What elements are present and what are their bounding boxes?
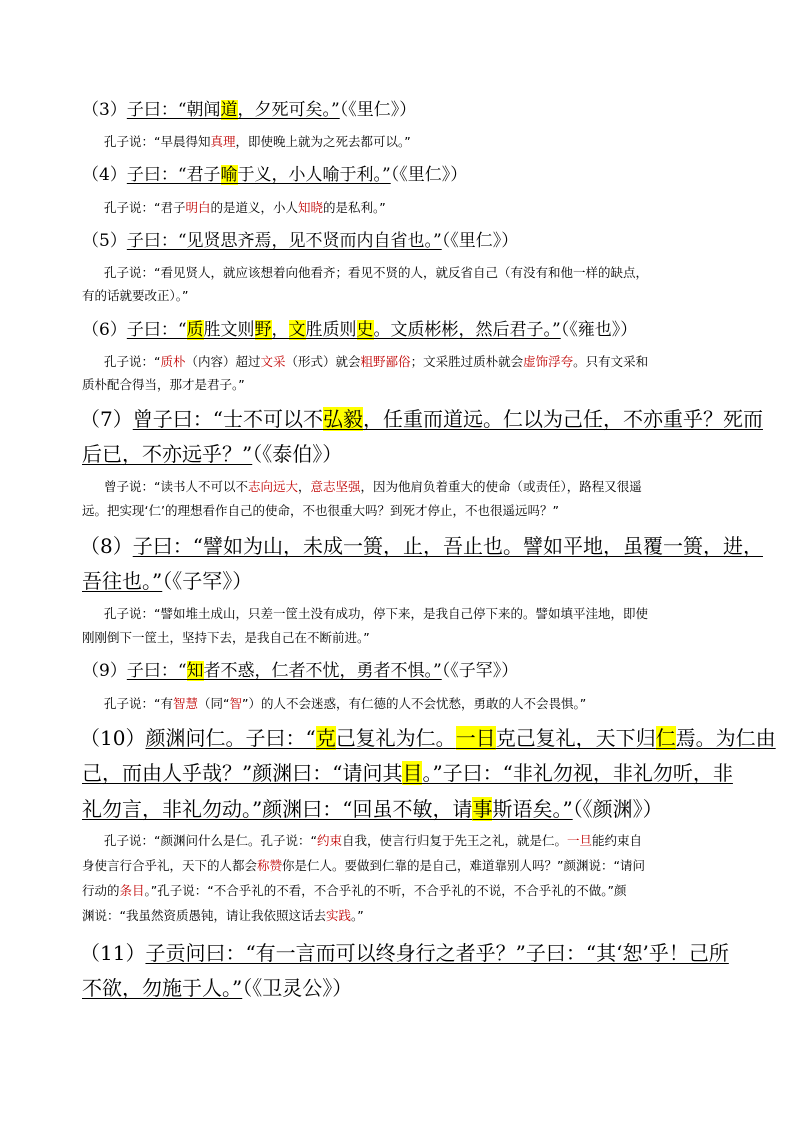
quote-11-line-1: （11）子贡问曰：“有一言而可以终身行之者乎？”子曰：“其‘恕’乎！己所 [80, 941, 729, 965]
quote-10-line-3: 礼勿言，非礼勿动。”颜渊曰：“回虽不敏，请事斯语矣。”（《颜渊》） [82, 797, 663, 821]
translation-5-line-2: 有的话就要改正）。” [82, 288, 189, 303]
quote-10-line-2: 己，而由人乎哉？”颜渊曰：“请问其目。”子曰：“非礼勿视，非礼勿听，非 [82, 761, 733, 785]
quote-11-line-2: 不欲，勿施于人。”（《卫灵公》） [82, 976, 353, 1000]
quote-9: （9）子曰：“知者不惑，仁者不忧，勇者不惧。”（《子罕》） [82, 661, 519, 681]
translation-6-line-1: 孔子说：“质朴（内容）超过文采（形式）就会粗野鄙俗；文采胜过质朴就会虚饰浮夸。只有文采和 [104, 354, 649, 369]
translation-9: 孔子说：“有智慧（同“智”）的人不会迷惑，有仁德的人不会忧愁，勇敢的人不会畏惧。” [104, 696, 587, 711]
translation-7-line-2: 远。把实现‘仁’的理想看作自己的使命，不也很重大吗？到死才停止，不也很遥远吗？” [82, 503, 559, 518]
translation-7-line-1: 曾子说：“读书人不可以不志向远大，意志坚强，因为他肩负着重大的使命（或责任），路程又很遥 [104, 479, 642, 494]
quote-5: （5）子曰：“见贤思齐焉，见不贤而内自省也。”（《里仁》） [82, 231, 519, 251]
translation-10-line-4: 渊说：“我虽然资质愚钝，请让我依照这话去实践。” [82, 908, 364, 923]
highlight: 道 [220, 100, 238, 120]
translation-3: 孔子说：“早晨得知真理，即使晚上就为之死去都可以。” [104, 134, 411, 149]
translation-8-line-1: 孔子说：“譬如堆土成山，只差一筐土没有成功，停下来，是我自己停下来的。譬如填平洼地，即使 [104, 606, 648, 621]
translation-6-line-2: 质朴配合得当，那才是君子。” [82, 377, 245, 392]
quote-10-line-1: （10）颜渊问仁。子曰：“克己复礼为仁。一日克己复礼，天下归仁焉。为仁由 [80, 726, 776, 750]
translation-5-line-1: 孔子说：“看见贤人，就应该想着向他看齐；看见不贤的人，就反省自己（有没有和他一样的缺点， [104, 265, 648, 280]
translation-10-line-3: 行动的条目。”孔子说：“不合乎礼的不看，不合乎礼的不听，不合乎礼的不说，不合乎礼的不做。”颜 [82, 883, 627, 898]
translation-10-line-1: 孔子说：“颜渊问什么是仁。孔子说：“约束自我，使言行归复于先王之礼，就是仁。一旦能约束自 [104, 833, 643, 848]
translation-8-line-2: 刚刚倒下一筐土，坚持下去，是我自己在不断前进。” [82, 630, 370, 645]
quote-7-line-2: 后已，不亦远乎？”（《泰伯》） [82, 442, 343, 466]
translation-10-line-2: 身使言行合乎礼，天下的人都会称赞你是仁人。要做到仁靠的是自己，难道靠别人吗？”颜渊说：“请问 [82, 858, 645, 873]
quote-7-line-1: （7）曾子曰：“士不可以不弘毅，任重而道远。仁以为己任，不亦重乎？死而 [80, 407, 763, 431]
quote-4: （4）子曰：“君子喻于义，小人喻于利。”（《里仁》） [82, 165, 468, 185]
quote-8-line-2: 吾往也。”（《子罕》） [82, 569, 253, 593]
translation-4: 孔子说：“君子明白的是道义，小人知晓的是私利。” [104, 200, 386, 215]
quote-3: （3）子曰：“朝闻道，夕死可矣。”（《里仁》） [82, 100, 417, 120]
quote-6: （6）子曰：“质胜文则野，文胜质则史。文质彬彬，然后君子。”（《雍也》） [82, 320, 638, 340]
quote-8-line-1: （8）子曰：“譬如为山，未成一篑，止，吾止也。譬如平地，虽覆一篑，进， [80, 534, 763, 558]
